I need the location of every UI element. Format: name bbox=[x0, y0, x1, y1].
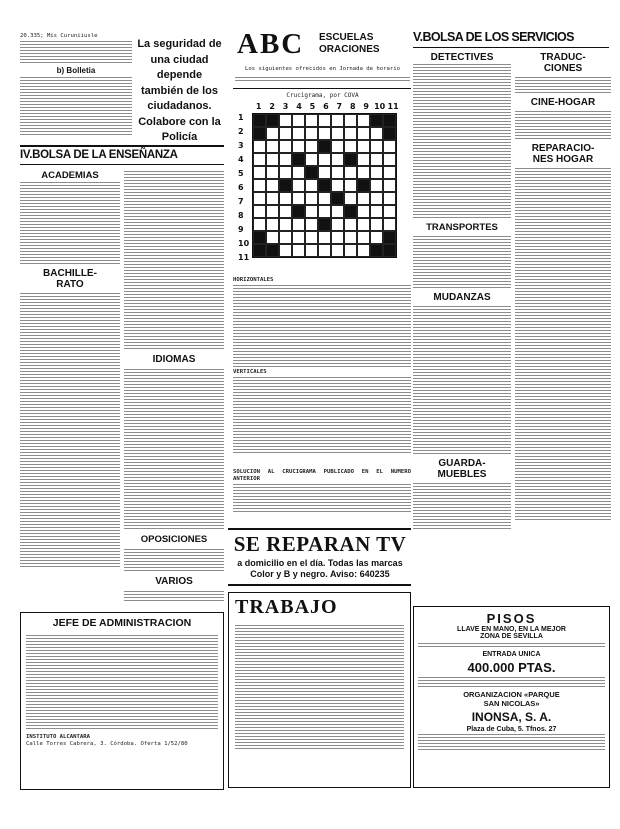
section-idiomas: IDIOMAS bbox=[152, 354, 196, 365]
section-detectives: DETECTIVES bbox=[430, 52, 494, 63]
crossword-cell bbox=[305, 244, 318, 257]
crossword-cell bbox=[253, 166, 266, 179]
crossword-cell bbox=[253, 231, 266, 244]
pisos-line2: ZONA DE SEVILLA bbox=[480, 633, 543, 640]
crossword-cell bbox=[279, 205, 292, 218]
crossword-cell bbox=[305, 218, 318, 231]
crossword-cell bbox=[305, 166, 318, 179]
crossword-cell bbox=[305, 153, 318, 166]
crossword-cell bbox=[279, 153, 292, 166]
pisos-title: PISOS bbox=[486, 611, 537, 626]
crossword-cell bbox=[344, 205, 357, 218]
crossword-cell bbox=[370, 192, 383, 205]
top-left-notices bbox=[20, 33, 132, 143]
vertical-label: VERTICALES bbox=[233, 369, 267, 376]
crossword-cell bbox=[253, 205, 266, 218]
crossword-cell bbox=[253, 179, 266, 192]
crossword-cell bbox=[266, 114, 279, 127]
notice-subheading: b) Bolletia bbox=[56, 66, 96, 76]
crossword-cell bbox=[266, 231, 279, 244]
trabajo-ad bbox=[228, 592, 411, 788]
crossword-cell bbox=[279, 114, 292, 127]
crossword-cell bbox=[305, 140, 318, 153]
crossword-column-numbers: 1 2 3 4 5 6 7 8 9 10 11 bbox=[255, 102, 399, 111]
crossword-cell bbox=[318, 231, 331, 244]
section-cine-hogar: CINE-HOGAR bbox=[530, 97, 596, 108]
crossword-cell bbox=[331, 192, 344, 205]
crossword-cell bbox=[331, 244, 344, 257]
crossword-cell bbox=[370, 205, 383, 218]
pisos-address: Plaza de Cuba, 5. Tfnos. 27 bbox=[466, 726, 557, 733]
crossword-cell bbox=[253, 114, 266, 127]
crossword-cell bbox=[357, 192, 370, 205]
pisos-ad bbox=[413, 606, 610, 788]
crossword-cell bbox=[370, 166, 383, 179]
abc-logo: ABC bbox=[237, 28, 305, 60]
crossword-cell bbox=[318, 244, 331, 257]
crossword-cell bbox=[266, 166, 279, 179]
section-academias: ACADEMIAS bbox=[41, 170, 99, 181]
crossword-cell bbox=[383, 166, 396, 179]
section-traducciones: TRADUC-CIONES bbox=[540, 52, 586, 74]
crossword-cell bbox=[331, 114, 344, 127]
crossword-cell bbox=[266, 218, 279, 231]
crossword-cell bbox=[318, 205, 331, 218]
crossword-cell bbox=[292, 231, 305, 244]
crossword-cell bbox=[344, 127, 357, 140]
crossword-cell bbox=[266, 192, 279, 205]
crossword-cell bbox=[253, 127, 266, 140]
crossword-cell bbox=[279, 244, 292, 257]
crossword-cell bbox=[266, 179, 279, 192]
pisos-company: INONSA, S. A. bbox=[471, 710, 552, 724]
crossword-cell bbox=[357, 205, 370, 218]
crossword-cell bbox=[292, 205, 305, 218]
crossword-cell bbox=[357, 179, 370, 192]
crossword-cell bbox=[331, 127, 344, 140]
crossword-cell bbox=[383, 140, 396, 153]
crossword-cell bbox=[357, 218, 370, 231]
crossword-cell bbox=[266, 153, 279, 166]
crossword-cell bbox=[383, 127, 396, 140]
pisos-org: ORGANIZACION «PARQUE bbox=[463, 690, 560, 699]
crossword-cell bbox=[292, 166, 305, 179]
crossword-cell bbox=[266, 205, 279, 218]
crossword-cell bbox=[357, 231, 370, 244]
pisos-line1: LLAVE EN MANO, EN LA MEJOR bbox=[457, 626, 566, 633]
crossword-cell bbox=[253, 244, 266, 257]
crossword-cell bbox=[318, 166, 331, 179]
crossword-solution bbox=[233, 469, 411, 525]
crossword-cell bbox=[370, 218, 383, 231]
trabajo-title: TRABAJO bbox=[235, 596, 338, 618]
crossword-cell bbox=[305, 114, 318, 127]
crossword-cell bbox=[292, 244, 305, 257]
crossword-cell bbox=[253, 140, 266, 153]
crossword-cell bbox=[370, 153, 383, 166]
crossword-cell bbox=[383, 153, 396, 166]
crossword-cell bbox=[292, 140, 305, 153]
section-varios: VARIOS bbox=[155, 576, 193, 587]
crossword-cell bbox=[357, 153, 370, 166]
crossword-cell bbox=[344, 192, 357, 205]
crossword-cell bbox=[279, 166, 292, 179]
crossword-cell bbox=[331, 218, 344, 231]
crossword-cell bbox=[305, 231, 318, 244]
education-col-2 bbox=[124, 170, 224, 620]
jefe-admin-contact: INSTITUTO ALCANTARA bbox=[26, 734, 90, 740]
crossword-cell bbox=[370, 127, 383, 140]
crossword-cell bbox=[370, 179, 383, 192]
crossword-cell bbox=[383, 231, 396, 244]
crossword-cell bbox=[344, 244, 357, 257]
crossword-cell bbox=[292, 127, 305, 140]
section-guardamuebles: GUARDA-MUEBLES bbox=[437, 458, 487, 480]
horizontal-label: HORIZONTALES bbox=[233, 277, 274, 283]
pisos-org2: SAN NICOLAS» bbox=[483, 699, 540, 708]
crossword-cell bbox=[266, 127, 279, 140]
services-col-2 bbox=[515, 52, 611, 592]
crossword-cell bbox=[305, 179, 318, 192]
crossword-cell bbox=[370, 140, 383, 153]
crossword-cell bbox=[370, 231, 383, 244]
tv-ad-body: a domicilio en el día. Todas las marcas Color y B y negro. Aviso: 640235 bbox=[237, 558, 403, 579]
crossword-cell bbox=[292, 192, 305, 205]
solution-label: SOLUCION AL CRUCIGRAMA PUBLICADO EN EL NUMERO ANTERIOR bbox=[233, 469, 411, 483]
crossword-cell bbox=[331, 140, 344, 153]
crossword-cell bbox=[331, 205, 344, 218]
crossword-cell bbox=[344, 140, 357, 153]
pisos-price: 400.000 PTAS. bbox=[467, 660, 556, 675]
crossword-cell bbox=[331, 231, 344, 244]
crossword-cell bbox=[266, 244, 279, 257]
section-oposiciones: OPOSICIONES bbox=[140, 534, 208, 545]
puzzle-title: Crucigrama, por COVA bbox=[286, 92, 359, 99]
crossword-cell bbox=[357, 166, 370, 179]
jefe-admin-title: JEFE DE ADMINISTRACION bbox=[52, 617, 192, 629]
crossword-cell bbox=[253, 218, 266, 231]
safety-ad-text: La seguridad de una ciudad depende también de los ciudadanos. Colabore con la Policía bbox=[137, 38, 222, 143]
crossword-cell bbox=[344, 153, 357, 166]
education-col-1 bbox=[20, 170, 120, 620]
services-title: V.BOLSA DE LOS SERVICIOS bbox=[413, 30, 574, 44]
crossword-cell bbox=[253, 192, 266, 205]
fine-print bbox=[20, 41, 132, 46]
crossword-cell bbox=[279, 192, 292, 205]
crossword-cell bbox=[370, 114, 383, 127]
crossword-row-numbers: 1 2 3 4 5 6 7 8 9 10 11 bbox=[238, 113, 250, 262]
crossword-cell bbox=[266, 140, 279, 153]
crossword-cell bbox=[318, 127, 331, 140]
pisos-price-label: ENTRADA UNICA bbox=[482, 651, 541, 658]
crossword-cell bbox=[279, 140, 292, 153]
crossword-cell bbox=[318, 218, 331, 231]
crossword-cell bbox=[279, 218, 292, 231]
crossword-cell bbox=[292, 218, 305, 231]
abc-logo-sub: ESCUELAS ORACIONES bbox=[319, 32, 380, 55]
crossword-cell bbox=[383, 114, 396, 127]
crossword-cell bbox=[292, 179, 305, 192]
crossword-cell bbox=[318, 192, 331, 205]
crossword-cell bbox=[331, 153, 344, 166]
crossword-cell bbox=[305, 192, 318, 205]
crossword-cell bbox=[357, 244, 370, 257]
section-mudanzas: MUDANZAS bbox=[433, 292, 491, 303]
jefe-admin-address: Calle Torres Cabrera, 3. Córdoba. Oferta 1/52/80 bbox=[26, 741, 188, 748]
crossword-cell bbox=[305, 127, 318, 140]
crossword-cell bbox=[279, 231, 292, 244]
crossword-cell bbox=[318, 140, 331, 153]
crossword-cell bbox=[331, 179, 344, 192]
crossword-cell bbox=[344, 179, 357, 192]
crossword-cell bbox=[253, 153, 266, 166]
crossword-cell bbox=[305, 205, 318, 218]
jefe-admin-ad bbox=[20, 612, 224, 790]
abc-header bbox=[233, 28, 411, 62]
education-title: IV.BOLSA DE LA ENSEÑANZA bbox=[20, 149, 178, 161]
crossword-cell bbox=[370, 244, 383, 257]
crossword-cell bbox=[279, 127, 292, 140]
crossword-cell bbox=[292, 153, 305, 166]
crossword-cell bbox=[383, 179, 396, 192]
crossword-cell bbox=[383, 218, 396, 231]
crossword-cell bbox=[357, 140, 370, 153]
crossword-clues bbox=[233, 277, 411, 467]
crossword-cell bbox=[318, 153, 331, 166]
abc-intro: Los siguientes ofrecidos en Jornada de horario bbox=[245, 66, 400, 72]
section-bachillerato: BACHILLE-RATO bbox=[43, 268, 97, 290]
crossword-cell bbox=[357, 127, 370, 140]
crossword-cell bbox=[357, 114, 370, 127]
crossword-cell bbox=[318, 114, 331, 127]
crossword-cell bbox=[344, 218, 357, 231]
crossword-cell bbox=[383, 244, 396, 257]
section-transportes: TRANSPORTES bbox=[426, 222, 498, 233]
crossword-cell bbox=[331, 166, 344, 179]
tv-ad-headline: SE REPARAN TV bbox=[233, 532, 407, 556]
crossword-cell bbox=[383, 205, 396, 218]
crossword-cell bbox=[292, 114, 305, 127]
notice-first-line: 20.335; Mis Curuniiusle bbox=[20, 33, 98, 39]
crossword-cell bbox=[344, 166, 357, 179]
crossword-cell bbox=[344, 114, 357, 127]
safety-ad bbox=[137, 37, 222, 143]
crossword-cell bbox=[279, 179, 292, 192]
crossword-grid bbox=[252, 113, 397, 258]
section-reparaciones-hogar: REPARACIO-NES HOGAR bbox=[531, 143, 595, 165]
services-col-1 bbox=[413, 52, 511, 592]
crossword-cell bbox=[318, 179, 331, 192]
crossword-cell bbox=[344, 231, 357, 244]
crossword-cell bbox=[383, 192, 396, 205]
